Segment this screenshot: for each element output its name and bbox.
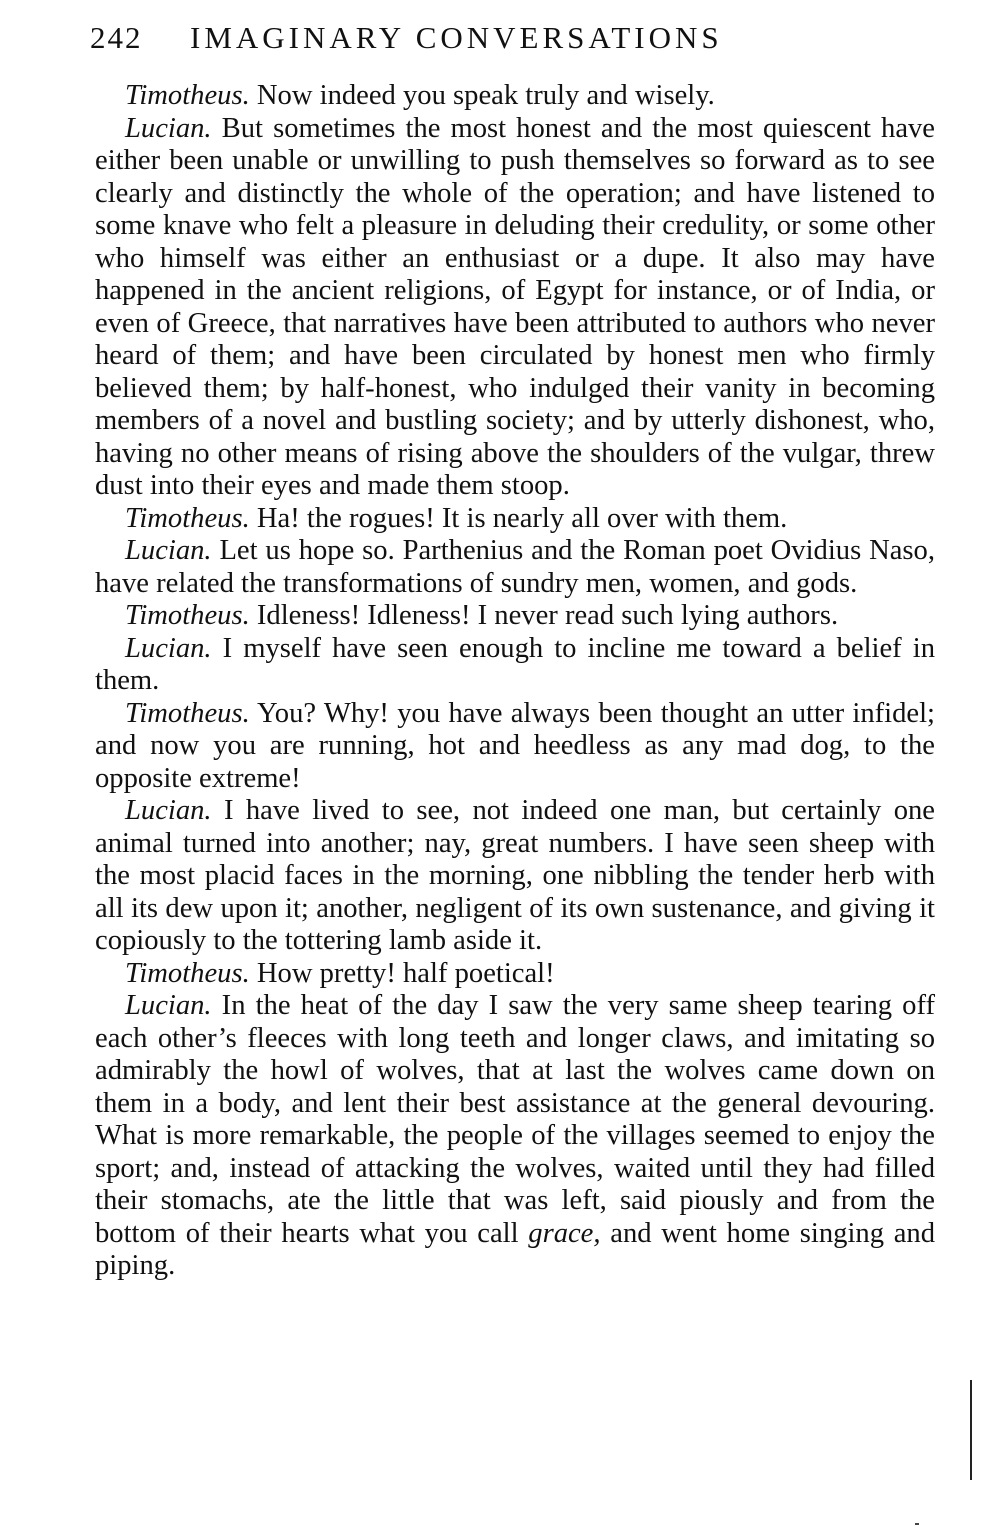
- paragraph-timotheus-3: [95, 600, 935, 633]
- speaker-label: Timotheus.: [125, 697, 250, 729]
- speaker-label: Lucian.: [125, 535, 212, 566]
- speech-text: Now indeed you speak truly and wisely.: [256, 80, 715, 111]
- speaker-label: Lucian.: [125, 112, 212, 144]
- speech-text: In the heat of the day I saw the very same sheep tearing off each other’s fleeces with long teeth and longer claws, and imitating so admirably the howl of wolves, that at last the wolves came down on them in a body, and lent their best assistance at the general devouring. What is more remarkable, the people of the villages seemed to enjoy the sport; and, instead of attacking the wolves, waited until they had filled their stomachs, ate the little that was left, said piously and from the bottom of their hearts what you call: [95, 990, 935, 1249]
- paragraph-timotheus-2: [95, 503, 935, 536]
- paragraph-timotheus-1: [95, 80, 935, 113]
- speaker-label: Timotheus.: [125, 600, 250, 631]
- speaker-label: Timotheus.: [125, 957, 250, 989]
- speech-text: You? Why! you have always been thought an utter infidel; and now you are running, hot and heedless as any mad dog, to the opposite extreme!: [95, 697, 935, 794]
- dialogue-text: [95, 80, 935, 1283]
- paragraph-lucian-1: [95, 113, 935, 503]
- scan-speck: [915, 1523, 919, 1525]
- speech-text: Idleness! Idleness! I never read such lying authors.: [256, 600, 839, 631]
- paragraph-lucian-2: [95, 535, 935, 600]
- paragraph-timotheus-4: [95, 698, 935, 796]
- italic-emphasis: grace,: [528, 1217, 601, 1249]
- speech-text: I have lived to see, not indeed one man, but certainly one animal turned into another; nay, great numbers. I have seen sheep with the most placid faces in the morning, one nibbling the tender herb with all its dew upon it; another, negligent of its own sustenance, and giving it copiously to the tottering lamb aside it.: [95, 795, 936, 956]
- speaker-label: Lucian.: [125, 990, 212, 1021]
- speaker-label: Timotheus.: [125, 502, 250, 534]
- paragraph-timotheus-5: [95, 958, 935, 991]
- page-number: 242: [90, 20, 143, 55]
- speech-text: Let us hope so. Parthenius and the Roman poet Ovidius Naso, have related the transformations of sundry men, women, and gods.: [95, 535, 935, 599]
- running-title: IMAGINARY CONVERSATIONS: [190, 20, 723, 55]
- speech-text: I myself have seen enough to incline me toward a belief in them.: [95, 632, 935, 696]
- running-header: [90, 20, 810, 60]
- paragraph-lucian-5: [95, 990, 935, 1283]
- paragraph-lucian-4: [95, 795, 935, 958]
- speech-text: Ha! the rogues! It is nearly all over with them.: [256, 502, 788, 534]
- speech-text: But sometimes the most honest and the most quiescent have either been unable or unwilling to push themselves so forward as to see clearly and distinctly the whole of the operation; and have listened to some knave who felt a pleasure in deluding their credulity, or some other who himself was either an enthusiast or a dupe. It also may have happened in the ancient religions, of Egypt for instance, or of India, or even of Greece, that narratives have been attributed to authors who never heard of them; and have been circulated by honest men who firmly believed them; by half-honest, who indulged their vanity in becoming members of a novel and bustling society; and by utterly dishonest, who, having no other means of rising above the shoulders of the vulgar, threw dust into their eyes and made them stoop.: [95, 112, 936, 501]
- speech-text: How pretty! half poetical!: [256, 957, 555, 989]
- speaker-label: Lucian.: [125, 632, 212, 664]
- paragraph-lucian-3: [95, 633, 935, 698]
- speaker-label: Timotheus.: [125, 80, 250, 111]
- speech-text-tail: and went home singing and piping.: [95, 1217, 935, 1281]
- speaker-label: Lucian.: [125, 795, 212, 826]
- margin-mark: [970, 1380, 972, 1480]
